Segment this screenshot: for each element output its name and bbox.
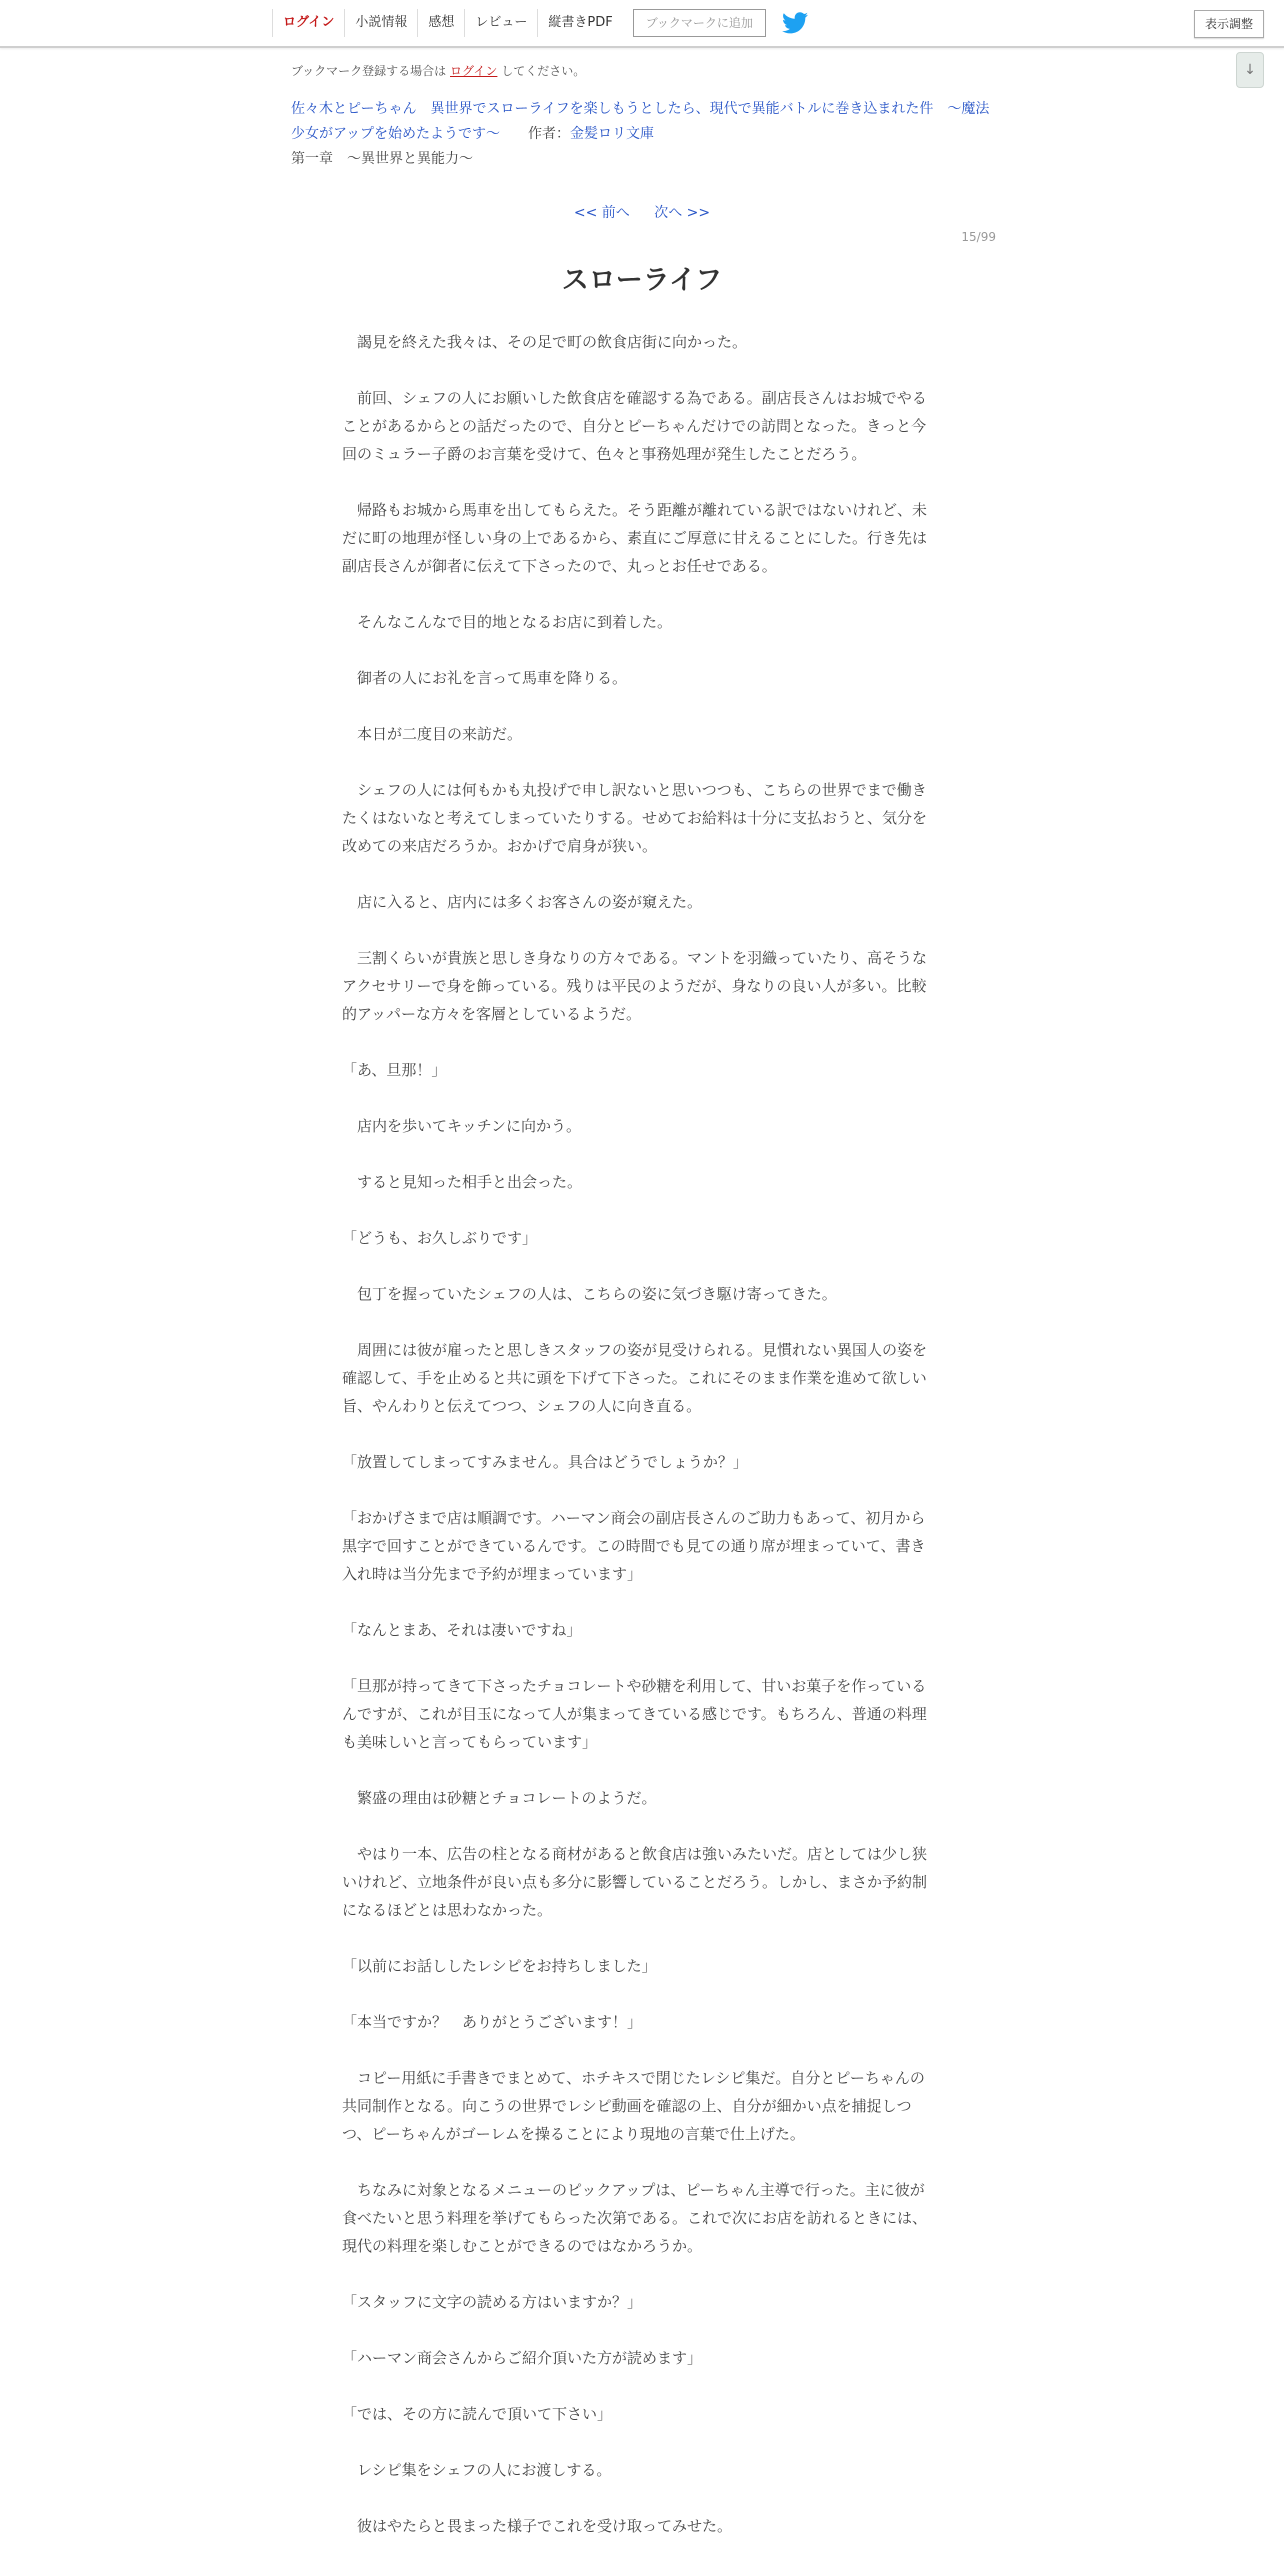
prev-episode-link[interactable]: << 前へ <box>573 205 630 221</box>
novel-body <box>342 328 938 2568</box>
body-paragraph: 繁盛の理由は砂糖とチョコレートのようだ。 <box>342 1789 657 1807</box>
body-paragraph: 周囲には彼が雇ったと思しきスタッフの姿が見受けられる。見慣れない異国人の姿を確認して、手を止めると共に頭を下げて下さった。これにそのまま作業を進めて欲しい旨、やんわりと伝えてつつ、シェフの人に向き直る。 <box>342 1341 928 1415</box>
nav-review-link[interactable]: レビュー <box>464 9 537 37</box>
twitter-share-icon[interactable] <box>782 12 808 34</box>
next-episode-link[interactable]: 次へ >> <box>654 205 711 221</box>
body-paragraph: 帰路もお城から馬車を出してもらえた。そう距離が離れている訳ではないけれど、未だに町の地理が怪しい身の上であるから、素直にご厚意に甘えることにした。行き先は副店長さんが御者に伝えて下さったので、丸っとお任せである。 <box>342 501 928 575</box>
body-paragraph: レシピ集をシェフの人にお渡しする。 <box>342 2461 612 2479</box>
author-link[interactable]: 金髪ロリ文庫 <box>570 126 655 142</box>
body-paragraph: やはり一本、広告の柱となる商材があると飲食店は強いみたいだ。店としては少し狭いけれど、立地条件が良い点も多分に影響していることだろう。しかし、まさか予約制になるほどとは思わなかった。 <box>342 1845 928 1919</box>
header-bar <box>0 0 1284 48</box>
body-paragraph: 「本当ですか？ ありがとうございます！」 <box>342 2013 643 2031</box>
series-title-link[interactable]: 佐々木とピーちゃん 異世界でスローライフを楽しもうとしたら、現代で異能バトルに巻き込まれた件 ～魔法少女がアップを始めたようです～ <box>291 101 990 142</box>
body-paragraph: 「以前にお話ししたレシピをお持ちしました」 <box>342 1957 657 1975</box>
chapter-title: 第一章 ～異世界と異能力～ <box>291 151 473 167</box>
display-settings-button[interactable]: 表示調整 <box>1194 10 1264 38</box>
body-paragraph: 「なんとまあ、それは凄いですね」 <box>342 1621 582 1639</box>
body-paragraph: 「では、その方に読んで頂いて下さい」 <box>342 2405 613 2423</box>
nav-vertical-pdf-link[interactable]: 縦書きPDF <box>537 9 622 37</box>
episode-number: 15/99 <box>961 230 996 244</box>
body-paragraph: 「あ、旦那！」 <box>342 1061 447 1079</box>
nav-menu <box>272 9 808 37</box>
body-paragraph: シェフの人には何もかも丸投げで申し訳ないと思いつつも、こちらの世界でまで働きたくはないなと考えてしまっていたりする。せめてお給料は十分に支払おうと、気分を改めての来店だろうか。おかげで肩身が狭い。 <box>342 781 928 855</box>
body-paragraph: 「放置してしまってすみません。具合はどうでしょうか？」 <box>342 1453 748 1471</box>
nav-impressions-link[interactable]: 感想 <box>417 9 464 37</box>
episode-title: スローライフ <box>561 265 723 296</box>
body-paragraph: 御者の人にお礼を言って馬車を降りる。 <box>342 669 628 687</box>
episode-pager <box>0 202 1284 222</box>
body-paragraph: 前回、シェフの人にお願いした飲食店を確認する為である。副店長さんはお城でやることがあるからとの話だったので、自分とピーちゃんだけでの訪問となった。きっと今回のミュラー子爵のお言葉を受けて、色々と事務処理が発生したことだろう。 <box>342 389 927 463</box>
body-paragraph: 本日が二度目の来訪だ。 <box>342 725 523 743</box>
body-paragraph: 店内を歩いてキッチンに向かう。 <box>342 1117 581 1135</box>
body-paragraph: 「旦那が持ってきて下さったチョコレートや砂糖を利用して、甘いお菓子を作っているんですが、これが目玉になって人が集まってきている感じです。もちろん、普通の料理も美味しいと言ってもらっています」 <box>342 1677 927 1751</box>
body-paragraph: 謁見を終えた我々は、その足で町の飲食店街に向かった。 <box>342 333 748 351</box>
series-info <box>291 97 1001 147</box>
body-paragraph: 「おかげさまで店は順調です。ハーマン商会の副店長さんのご助力もあって、初月から黒字で回すことができているんです。この時間でも見ての通り席が埋まっていて、書き入れ時は当分先まで予約が埋まっています」 <box>342 1509 926 1583</box>
scroll-down-button[interactable]: ↓ <box>1236 52 1264 88</box>
body-paragraph: 包丁を握っていたシェフの人は、こちらの姿に気づき駆け寄ってきた。 <box>342 1285 837 1303</box>
body-paragraph: 「どうも、お久しぶりです」 <box>342 1229 538 1247</box>
body-paragraph: すると見知った相手と出会った。 <box>342 1173 583 1191</box>
body-paragraph: コピー用紙に手書きでまとめて、ホチキスで閉じたレシピ集だ。自分とピーちゃんの共同制作となる。向こうの世界でレシピ動画を確認の上、自分が細かい点を捕捉しつつ、ピーちゃんがゴーレムを操ることにより現地の言葉で仕上げた。 <box>342 2069 925 2143</box>
bookmark-note: ブックマーク登録する場合は ログイン してください。 <box>291 64 586 78</box>
nav-novel-info-link[interactable]: 小説情報 <box>344 9 417 37</box>
nav-login-link[interactable]: ログイン <box>272 9 344 37</box>
add-bookmark-button[interactable]: ブックマークに追加 <box>633 9 766 37</box>
bookmark-login-link[interactable]: ログイン <box>450 64 498 78</box>
body-paragraph: 「ハーマン商会さんからご紹介頂いた方が読めます」 <box>342 2349 703 2367</box>
body-paragraph: 「スタッフに文字の読める方はいますか？」 <box>342 2293 643 2311</box>
body-paragraph: ちなみに対象となるメニューのピックアップは、ピーちゃん主導で行った。主に彼が食べたいと思う料理を挙げてもらった次第である。これで次にお店を訪れるときには、現代の料理を楽しむことができるのではなかろうか。 <box>342 2181 928 2255</box>
body-paragraph: そんなこんなで目的地となるお店に到着した。 <box>342 613 673 631</box>
body-paragraph: 彼はやたらと畏まった様子でこれを受け取ってみせた。 <box>342 2517 733 2535</box>
body-paragraph: 三割くらいが貴族と思しき身なりの方々である。マントを羽織っていたり、高そうなアクセサリーで身を飾っている。残りは平民のようだが、身なりの良い人が多い。比較的アッパーな方々を客層としているようだ。 <box>342 949 928 1023</box>
novel-info <box>291 62 1001 171</box>
body-paragraph: 店に入ると、店内には多くお客さんの姿が窺えた。 <box>342 893 703 911</box>
author-label: 作者： <box>528 126 571 142</box>
